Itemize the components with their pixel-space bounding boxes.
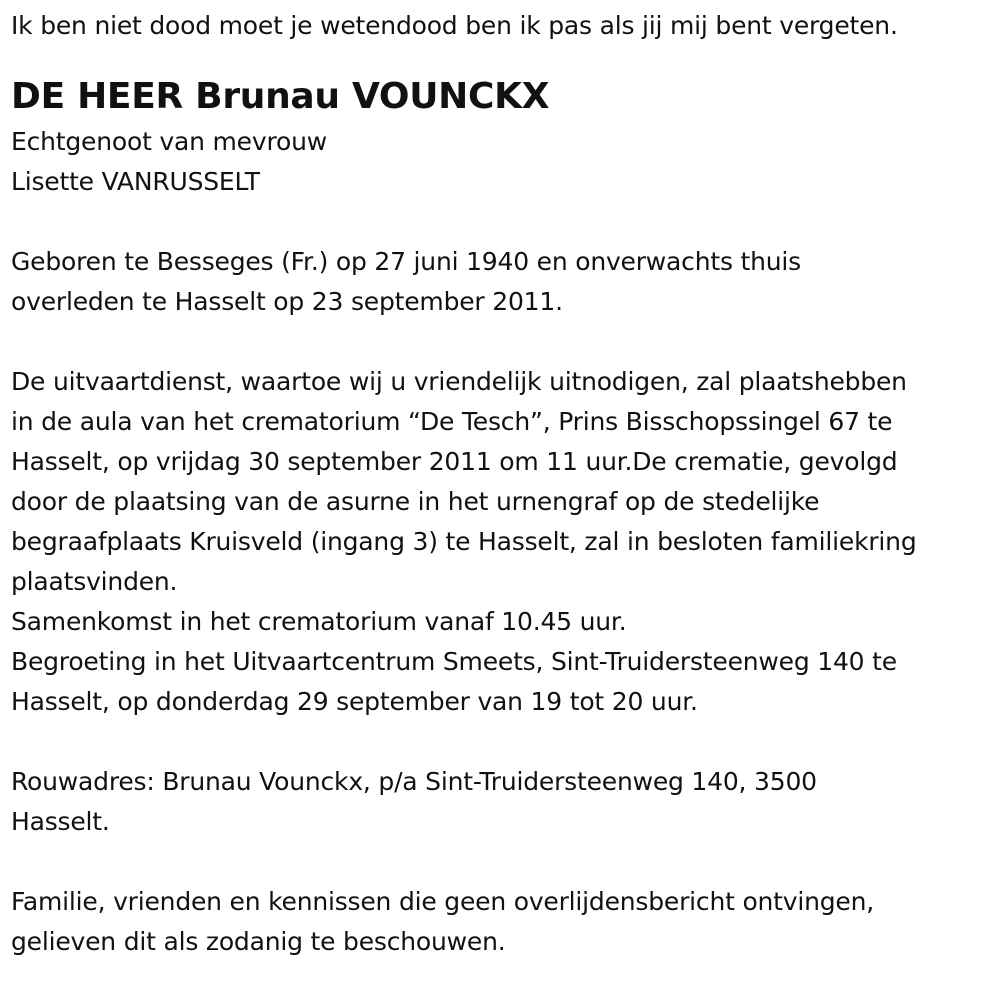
text-line: gelieven dit als zodanig te beschouwen. [11,927,506,956]
text-line: Hasselt, op vrijdag 30 september 2011 om 11 uur.De crematie, gevolgd [11,447,898,476]
text-line: De uitvaartdienst, waartoe wij u vriendelijk uitnodigen, zal plaatshebben [11,367,907,396]
text-line: in de aula van het crematorium “De Tesch”, Prins Bisschopssingel 67 te [11,407,893,436]
obituary-notice [11,0,991,962]
text-line: overleden te Hasselt op 23 september 2011. [11,287,563,316]
closing-block [11,882,991,962]
text-line: Familie, vrienden en kennissen die geen overlijdensbericht ontvingen, [11,887,875,916]
text-line: Hasselt. [11,807,110,836]
ceremony-block [11,362,991,722]
spouse-name-line: Lisette VANRUSSELT [11,167,260,196]
text-line: begraafplaats Kruisveld (ingang 3) te Hasselt, zal in besloten familiekring [11,527,917,556]
text-line: Rouwadres: Brunau Vounckx, p/a Sint-Truidersteenweg 140, 3500 [11,767,817,796]
spouse-block [11,122,991,202]
memorial-quote: Ik ben niet dood moet je wetendood ben ik pas als jij mij bent vergeten. [11,11,898,40]
birth-death-block [11,242,991,322]
text-line: Samenkomst in het crematorium vanaf 10.45 uur. [11,607,627,636]
deceased-name: DE HEER Brunau VOUNCKX [11,76,550,117]
text-line: Hasselt, op donderdag 29 september van 19 tot 20 uur. [11,687,698,716]
text-line: door de plaatsing van de asurne in het urnengraf op de stedelijke [11,487,820,516]
text-line: plaatsvinden. [11,567,178,596]
address-block [11,762,991,842]
text-line: Begroeting in het Uitvaartcentrum Smeets, Sint-Truidersteenweg 140 te [11,647,897,676]
text-line: Geboren te Besseges (Fr.) op 27 juni 1940 en onverwachts thuis [11,247,802,276]
spouse-line: Echtgenoot van mevrouw [11,127,327,156]
